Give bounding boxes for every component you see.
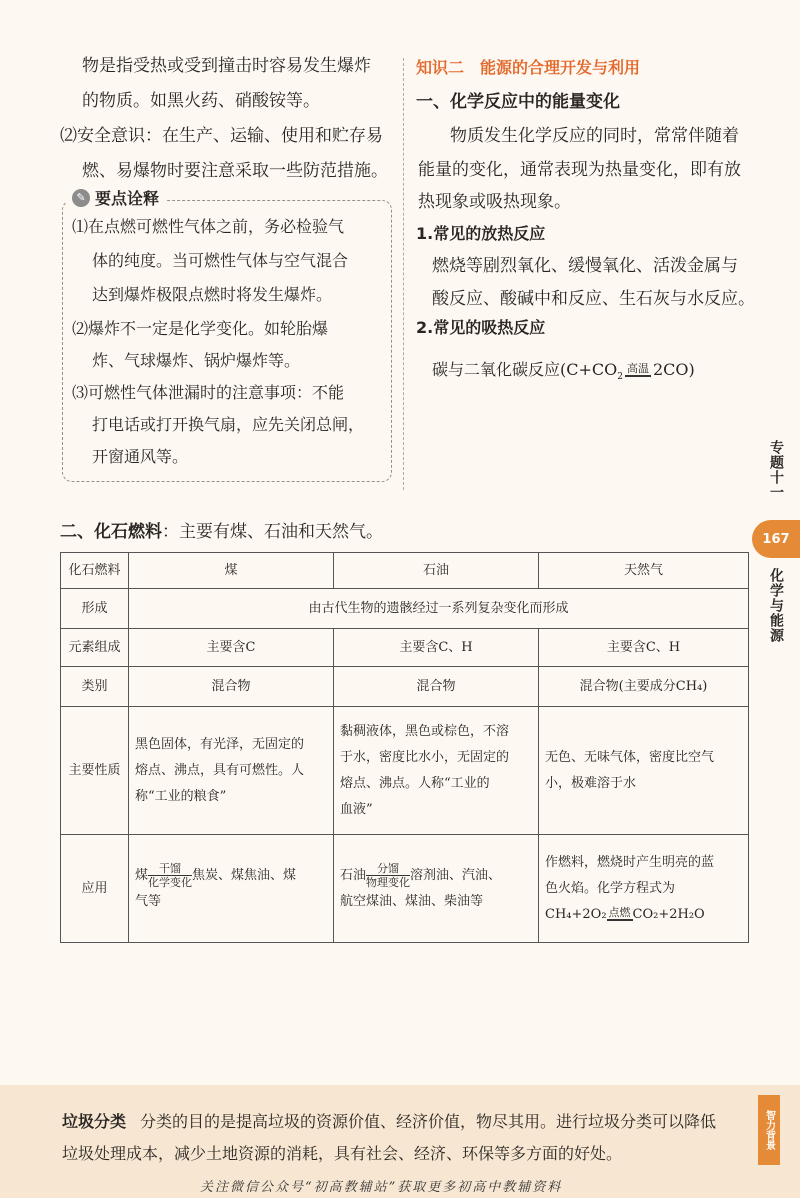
cell-line: 小，极难溶于水	[545, 775, 637, 791]
cell-line: 熔点、沸点。人称“工业的	[340, 775, 490, 791]
condition-text: 点燃	[608, 905, 631, 919]
equation-carbon-co2	[432, 354, 695, 393]
paragraph-line: 热现象或吸热现象。	[418, 192, 571, 212]
cell-line	[135, 862, 327, 889]
heading-energy-change: 一、化学反应中的能量变化	[416, 92, 620, 112]
equation-subscript: 2	[617, 372, 623, 383]
watermark-text: 关注微信公众号“初高教辅站”获取更多初高中教辅资料	[200, 1180, 563, 1195]
paragraph-line: 酸反应、酸碱中和反应、生石灰与水反应。	[432, 289, 755, 309]
note-line: 达到爆炸极限点燃时将发生爆炸。	[92, 285, 333, 304]
table-header: 石油	[334, 553, 539, 589]
section2-heading	[60, 516, 383, 548]
topic-label: 专题十一	[768, 440, 784, 500]
cell-line: 色火焰。化学方程式为	[545, 880, 676, 896]
arrow-bottom-text: 物理变化	[366, 876, 411, 889]
page-number: 167	[752, 520, 800, 558]
note-line: 体的纯度。当可燃性气体与空气混合	[92, 251, 349, 270]
cell-line: 于水，密度比水小，无固定的	[340, 749, 510, 765]
paragraph-line: 燃烧等剧烈氧化、缓慢氧化、活泼金属与	[432, 256, 738, 276]
table-cell: 混合物	[334, 667, 539, 707]
equation-suffix: 2CO)	[653, 360, 695, 379]
table-cell: 主要含C、H	[334, 629, 539, 667]
table-cell: 混合物(主要成分CH₄)	[539, 667, 749, 707]
arrow-top-text: 分馏	[366, 862, 410, 876]
paragraph-line: 物质发生化学反应的同时，常常伴随着	[450, 126, 739, 146]
table-cell	[539, 707, 749, 835]
pencil-icon: ✎	[72, 189, 90, 207]
note-line: 开窗通风等。	[92, 447, 189, 466]
table-row	[61, 629, 749, 667]
table-cell	[129, 707, 334, 835]
footer-tab: 智力背景	[758, 1095, 780, 1165]
row-label: 形成	[61, 589, 129, 629]
left-text-line: ⑵安全意识：在生产、运输、使用和贮存易	[60, 126, 383, 146]
cell-text: 煤	[135, 868, 149, 883]
footer-label: 垃圾分类	[62, 1112, 127, 1131]
cell-text: 焦炭、煤焦油、煤	[192, 868, 297, 883]
paragraph-line: 能量的变化，通常表现为热量变化，即有放	[418, 160, 741, 180]
cell-line: 血液”	[340, 801, 373, 817]
table-row	[61, 553, 749, 589]
key-points-title-text: 要点诠释	[95, 189, 160, 208]
reaction-arrow	[148, 862, 192, 889]
section2-heading-rest: ：主要有煤、石油和天然气。	[162, 522, 383, 542]
cell-line: 熔点、沸点，具有可燃性。人	[135, 762, 305, 778]
note-line: ⑵爆炸不一定是化学变化。如轮胎爆	[72, 319, 329, 338]
cell-text: 溶剂油、汽油、	[410, 868, 502, 883]
section-label: 知识二 能源的合理开发与利用	[416, 58, 641, 77]
left-text-line: 燃、易爆物时要注意采取一些防范措施。	[82, 161, 388, 181]
table-cell	[539, 835, 749, 943]
cell-line	[340, 862, 532, 889]
cell-text: CO₂+2H₂O	[632, 906, 705, 922]
cell-line	[545, 902, 742, 928]
cell-line: 称“工业的粮食”	[135, 788, 227, 804]
arrow-top-text: 干馏	[148, 862, 192, 876]
table-header: 化石燃料	[61, 553, 129, 589]
left-text-line: 的物质。如黑火药、硝酸铵等。	[82, 91, 320, 111]
note-line: 炸、气球爆炸、锅炉爆炸等。	[92, 351, 301, 370]
row-label: 应用	[61, 835, 129, 943]
table-row	[61, 589, 749, 629]
table-row	[61, 835, 749, 943]
table-row	[61, 707, 749, 835]
row-label: 元素组成	[61, 629, 129, 667]
reaction-condition	[625, 362, 651, 379]
cell-line: 黑色固体，有光泽，无固定的	[135, 736, 305, 752]
footer-line: 垃圾处理成本，减少土地资源的消耗，具有社会、经济、环保等多方面的好处。	[62, 1144, 623, 1163]
table-cell	[129, 835, 334, 943]
table-cell: 主要含C	[129, 629, 334, 667]
table-cell	[334, 835, 539, 943]
table-cell: 混合物	[129, 667, 334, 707]
cell-line: 航空煤油、煤油、柴油等	[340, 894, 484, 909]
chapter-label: 化学与能源	[768, 568, 784, 643]
cell-line: 黏稠液体，黑色或棕色，不溶	[340, 723, 510, 739]
condition-text: 高温	[627, 362, 649, 375]
cell-line: 气等	[135, 894, 162, 909]
cell-line: 无色、无味气体，密度比空气	[545, 749, 715, 765]
arrow-bottom-text: 化学变化	[148, 876, 193, 889]
cell-text: 石油	[340, 868, 367, 883]
footer-line	[62, 1106, 716, 1138]
table-cell	[334, 707, 539, 835]
table-row	[61, 667, 749, 707]
reaction-condition	[607, 906, 633, 923]
section2-heading-bold: 二、化石燃料	[60, 522, 162, 542]
left-text-line: 物是指受热或受到撞击时容易发生爆炸	[82, 56, 371, 76]
table-header: 天然气	[539, 553, 749, 589]
fossil-fuel-table	[60, 552, 749, 943]
cell-line: 作燃料，燃烧时产生明亮的蓝	[545, 854, 715, 870]
row-label: 主要性质	[61, 707, 129, 835]
key-points-title	[66, 186, 165, 209]
table-cell: 主要含C、H	[539, 629, 749, 667]
cell-text: CH₄+2O₂	[545, 906, 607, 922]
subheading-exothermic: 1.常见的放热反应	[416, 224, 546, 243]
note-line: ⑶可燃性气体泄漏时的注意事项：不能	[72, 383, 345, 402]
column-divider	[403, 58, 404, 490]
footer-text: 分类的目的是提高垃圾的资源价值、经济价值，物尽其用。进行垃圾分类可以降低	[140, 1112, 717, 1131]
equation-prefix: 碳与二氧化碳反应(C+CO	[432, 360, 618, 379]
note-line: 打电话或打开换气扇，应先关闭总闸，	[92, 415, 365, 434]
table-cell: 由古代生物的遗骸经过一系列复杂变化而形成	[129, 589, 749, 629]
table-header: 煤	[129, 553, 334, 589]
row-label: 类别	[61, 667, 129, 707]
subheading-endothermic: 2.常见的吸热反应	[416, 318, 546, 337]
note-line: ⑴在点燃可燃性气体之前，务必检验气	[72, 217, 345, 236]
reaction-arrow	[366, 862, 410, 889]
